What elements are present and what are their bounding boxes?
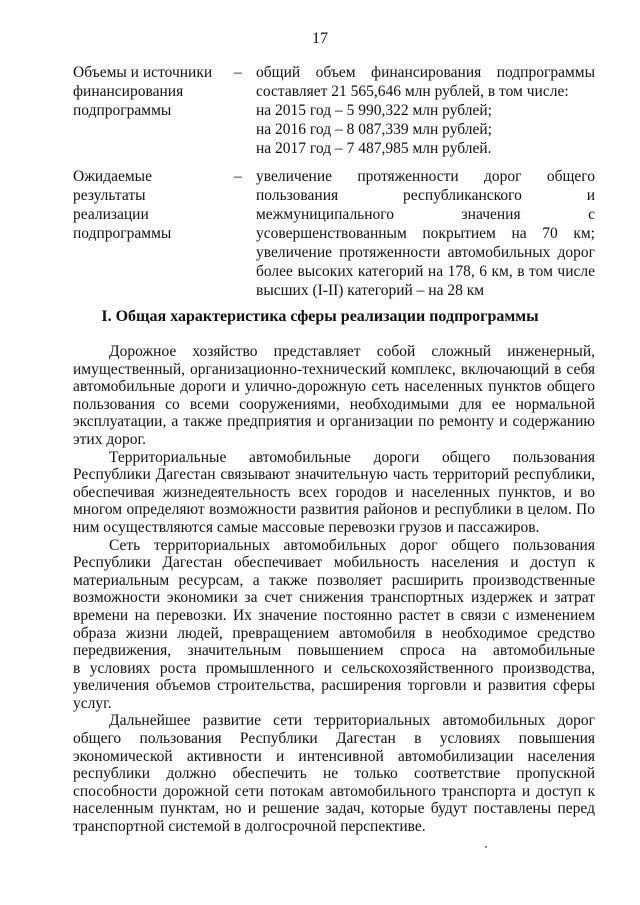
- text-line: имущественный, организационно-технический комплекс, включающий в себя: [73, 360, 595, 378]
- passport-label-results: [73, 167, 223, 243]
- text-line: населенным пунктам, но и решение задач, которые будут поставлены перед: [73, 800, 595, 818]
- paragraph: [73, 449, 595, 537]
- text-line: республики должно обеспечить не только соответствие пропускной: [73, 765, 595, 783]
- text-line: Республики Дагестан обеспечивает мобильность населения и доступ к: [73, 554, 595, 572]
- value-line: высших (I-II) категорий – на 28 км: [256, 282, 485, 299]
- value-line: на 2017 год – 7 487,985 млн рублей.: [256, 140, 492, 157]
- text-line: возможности экономики за счет снижения транспортных издержек и затрат: [73, 589, 595, 607]
- text-line: способности дорожной сети потокам автомобильного транспорта и доступ к: [73, 782, 595, 800]
- text-line: пользования со всеми сооружениями, необходимыми для ее нормальной: [73, 395, 595, 413]
- value-line: межмуниципального значения с: [256, 206, 595, 223]
- text-line: Дорожное хозяйство представляет собой сложный инженерный,: [109, 343, 595, 360]
- value-line: на 2016 год – 8 087,339 млн рублей;: [256, 121, 492, 138]
- body-text: [73, 343, 595, 836]
- label-line: Ожидаемые результаты: [73, 168, 152, 204]
- value-line: увеличение протяженности автомобильных дорог: [256, 244, 595, 261]
- text-line: образа жизни людей, превращением автомобиля в необходимое средство: [73, 624, 595, 642]
- passport-dash: –: [234, 168, 242, 185]
- page-number: 17: [312, 30, 328, 47]
- text-line: автомобильные дороги и улично-дорожную сеть населенных пунктов общего: [73, 378, 595, 396]
- text-line: Территориальные автомобильные дороги общего пользования: [109, 448, 595, 466]
- text-line: увеличения объемов строительства, расширения торговли и развития сферы: [73, 677, 595, 695]
- value-line: усовершенствованным покрытием на 70 км;: [256, 225, 595, 242]
- paragraph: [73, 343, 595, 449]
- paragraph: [73, 537, 595, 713]
- text-line: услуг.: [73, 694, 112, 712]
- text-line: общего пользования Республики Дагестан в условиях повышения: [73, 730, 595, 748]
- text-line: этих дорог.: [73, 430, 146, 448]
- value-line: составляет 21 565,646 млн рублей, в том числе:: [256, 83, 569, 100]
- label-line: реализации: [73, 206, 149, 223]
- text-line: времени на перевозки. Их значение постоянно растет в связи с изменением: [73, 606, 595, 624]
- text-line: Дальнейшее развитие сети территориальных автомобильных дорог: [109, 712, 595, 730]
- text-line: многом определяют возможности развития районов и республики в целом. По: [73, 501, 595, 519]
- text-line: экономической активности и интенсивной автомобилизации населения: [73, 747, 595, 765]
- label-line: финансирования: [73, 83, 184, 100]
- label-line: подпрограммы: [73, 102, 172, 119]
- text-line: в условиях роста промышленного и сельскохозяйственного производства,: [73, 659, 595, 677]
- value-line: общий объем финансирования подпрограммы: [256, 64, 595, 81]
- value-line: более высоких категорий на 178, 6 км, в том числе: [256, 263, 595, 280]
- value-line: на 2015 год – 5 990,322 млн рублей;: [256, 102, 492, 119]
- text-line: Республики Дагестан связывают значительную часть территорий республики,: [73, 466, 595, 484]
- text-line: передвижения, значительным повышением спроса на автомобильные: [73, 642, 595, 660]
- passport-value-financing: [256, 63, 595, 158]
- text-line: материальным ресурсам, а также позволяет расширить производственные: [73, 571, 595, 589]
- passport-dash: –: [234, 64, 242, 81]
- text-line: Сеть территориальных автомобильных дорог общего пользования: [109, 536, 595, 554]
- label-line: Объемы и источники: [73, 64, 213, 81]
- passport-label-financing: [73, 63, 223, 120]
- text-line: транспортной системой в долгосрочной перспективе.: [73, 818, 426, 836]
- text-line: эксплуатации, а также предприятия и организации по ремонту и содержанию: [73, 413, 595, 431]
- paragraph: [73, 712, 595, 835]
- label-line: подпрограммы: [73, 225, 172, 242]
- text-line: ним осуществляются самые массовые перевозки грузов и пассажиров.: [73, 518, 540, 536]
- passport-value-results: [256, 167, 595, 300]
- value-line: увеличение протяженности дорог общего: [256, 168, 595, 185]
- scan-speck: [485, 846, 487, 848]
- section-title: I. Общая характеристика сферы реализации подпрограммы: [101, 308, 539, 325]
- text-line: обеспечивая жизнедеятельность всех городов и населенных пунктов, и во: [73, 483, 595, 501]
- value-line: пользования республиканского и: [256, 187, 595, 204]
